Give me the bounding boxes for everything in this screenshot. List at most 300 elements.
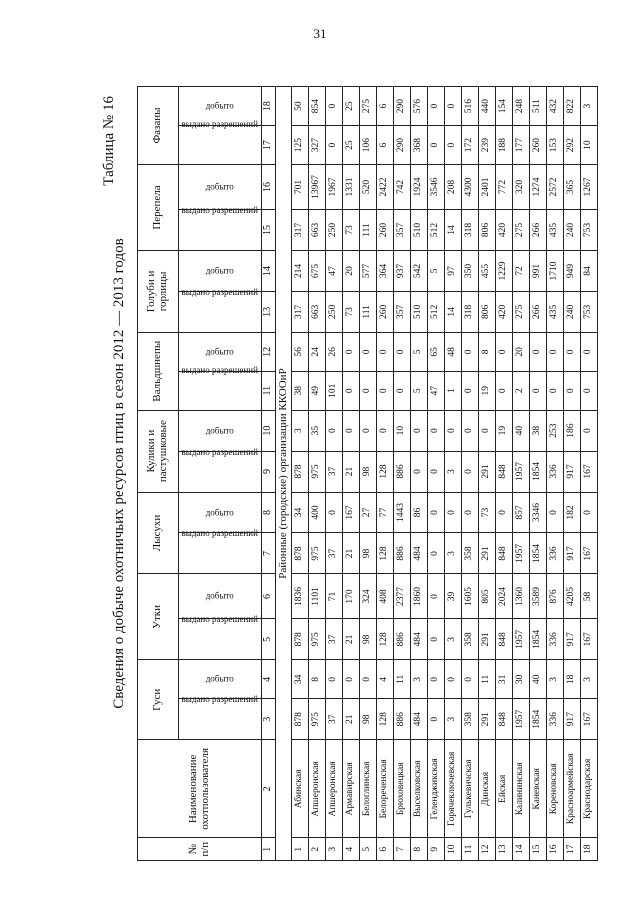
value-cell: 455 <box>479 250 496 291</box>
section-title: Районные (городские) организации ККООиР <box>276 87 292 861</box>
value-cell: 72 <box>513 250 530 291</box>
row-number-cell: 8 <box>411 838 428 861</box>
value-cell: 3546 <box>428 165 445 210</box>
user-name-cell: Армавирская <box>343 740 360 838</box>
value-cell: 73 <box>343 291 360 332</box>
value-cell: 0 <box>564 332 581 371</box>
value-cell: 1331 <box>343 165 360 210</box>
value-cell: 4300 <box>462 165 479 210</box>
value-cell: 886 <box>394 451 411 492</box>
value-cell: 917 <box>564 699 581 740</box>
user-name-cell: Динская <box>479 740 496 838</box>
header-issued-label: выдано разрешений <box>181 694 259 705</box>
value-cell: 1924 <box>411 165 428 210</box>
value-cell: 435 <box>547 291 564 332</box>
value-cell: 432 <box>547 87 564 126</box>
value-cell: 0 <box>462 332 479 371</box>
value-cell: 484 <box>411 533 428 574</box>
value-cell: 167 <box>581 533 598 574</box>
value-cell: 854 <box>309 87 326 126</box>
value-cell: 1710 <box>547 250 564 291</box>
value-cell: 742 <box>394 165 411 210</box>
value-cell: 663 <box>309 210 326 251</box>
value-cell: 0 <box>581 410 598 451</box>
value-cell: 318 <box>462 210 479 251</box>
header-issued <box>179 614 262 660</box>
value-cell: 917 <box>564 451 581 492</box>
header-issued-label: выдано разрешений <box>181 446 259 457</box>
value-cell: 1860 <box>411 574 428 619</box>
header-taken <box>179 574 262 619</box>
row-number-cell: 1 <box>292 838 309 861</box>
row-number-cell: 4 <box>343 838 360 861</box>
value-cell: 18 <box>564 660 581 699</box>
value-cell: 37 <box>326 699 343 740</box>
value-cell: 2377 <box>394 574 411 619</box>
value-cell: 2024 <box>496 574 513 619</box>
value-cell: 0 <box>394 371 411 410</box>
column-index-cell: 18 <box>262 87 276 126</box>
value-cell: 949 <box>564 250 581 291</box>
value-cell: 0 <box>462 410 479 451</box>
value-cell: 0 <box>343 371 360 410</box>
value-cell: 84 <box>581 250 598 291</box>
value-cell: 1101 <box>309 574 326 619</box>
value-cell: 576 <box>411 87 428 126</box>
user-name-cell: Брюховецкая <box>394 740 411 838</box>
value-cell: 98 <box>360 451 377 492</box>
value-cell: 0 <box>394 332 411 371</box>
value-cell: 167 <box>581 619 598 660</box>
value-cell: 3 <box>292 410 309 451</box>
value-cell: 266 <box>530 291 547 332</box>
value-cell: 886 <box>394 533 411 574</box>
column-index-cell: 15 <box>262 210 276 251</box>
header-group: Утки <box>138 574 179 660</box>
row-number-cell: 3 <box>326 838 343 861</box>
user-name-cell: Каневская <box>530 740 547 838</box>
value-cell: 1957 <box>513 451 530 492</box>
value-cell: 937 <box>394 250 411 291</box>
value-cell: 291 <box>479 451 496 492</box>
header-taken <box>179 410 262 451</box>
value-cell: 876 <box>547 574 564 619</box>
value-cell: 0 <box>462 371 479 410</box>
value-cell: 0 <box>428 410 445 451</box>
value-cell: 806 <box>479 291 496 332</box>
value-cell: 214 <box>292 250 309 291</box>
value-cell: 58 <box>581 574 598 619</box>
value-cell: 0 <box>411 410 428 451</box>
rotated-page-content <box>101 86 621 861</box>
value-cell: 0 <box>326 87 343 126</box>
header-taken-label: добыто <box>205 673 235 684</box>
header-issued-label: выдано разрешений <box>181 119 259 130</box>
column-index-cell: 17 <box>262 126 276 165</box>
table-row <box>394 87 411 861</box>
value-cell: 21 <box>343 619 360 660</box>
value-cell: 368 <box>411 126 428 165</box>
value-cell: 34 <box>292 660 309 699</box>
value-cell: 0 <box>428 699 445 740</box>
value-cell: 2422 <box>377 165 394 210</box>
value-cell: 14 <box>445 210 462 251</box>
value-cell: 0 <box>445 492 462 533</box>
value-cell: 65 <box>428 332 445 371</box>
value-cell: 73 <box>343 210 360 251</box>
value-cell: 2401 <box>479 165 496 210</box>
header-issued-label: выдано разрешений <box>181 528 259 539</box>
value-cell: 0 <box>377 332 394 371</box>
table-body <box>262 87 598 861</box>
table-row <box>462 87 479 861</box>
user-name-cell: Кореновская <box>547 740 564 838</box>
value-cell: 0 <box>547 492 564 533</box>
value-cell: 291 <box>479 699 496 740</box>
value-cell: 420 <box>496 291 513 332</box>
value-cell: 0 <box>343 410 360 451</box>
value-cell: 1967 <box>326 165 343 210</box>
value-cell: 20 <box>343 250 360 291</box>
value-cell: 38 <box>530 410 547 451</box>
value-cell: 917 <box>564 619 581 660</box>
value-cell: 275 <box>360 87 377 126</box>
header-taken-label: добыто <box>205 346 235 357</box>
value-cell: 98 <box>360 619 377 660</box>
table-row <box>564 87 581 861</box>
header-group: Голуби и горлицы <box>138 250 179 332</box>
header-taken-label: добыто <box>205 181 235 192</box>
value-cell: 35 <box>309 410 326 451</box>
user-name-cell: Белореченская <box>377 740 394 838</box>
user-name-cell: Горячеключевская <box>445 740 462 838</box>
section-row <box>276 87 292 861</box>
user-name-cell: Геленджикская <box>428 740 445 838</box>
value-cell: 14 <box>445 291 462 332</box>
value-cell: 3 <box>547 660 564 699</box>
value-cell: 0 <box>411 451 428 492</box>
table-row <box>343 87 360 861</box>
value-cell: 336 <box>547 699 564 740</box>
value-cell: 0 <box>428 126 445 165</box>
value-cell: 2 <box>513 371 530 410</box>
table-row <box>496 87 513 861</box>
header-group: Вальдшнепы <box>138 332 179 410</box>
header-issued-label: выдано разрешений <box>181 286 259 297</box>
value-cell: 266 <box>530 210 547 251</box>
column-index-cell: 10 <box>262 410 276 451</box>
value-cell: 1854 <box>530 533 547 574</box>
value-cell: 275 <box>513 210 530 251</box>
user-name-cell: Красноармейская <box>564 740 581 838</box>
value-cell: 1854 <box>530 699 547 740</box>
header-issued <box>179 694 262 740</box>
value-cell: 358 <box>462 619 479 660</box>
value-cell: 917 <box>564 533 581 574</box>
value-cell: 435 <box>547 210 564 251</box>
value-cell: 40 <box>530 660 547 699</box>
value-cell: 37 <box>326 451 343 492</box>
value-cell: 290 <box>394 87 411 126</box>
value-cell: 1957 <box>513 699 530 740</box>
header-num: № п/п <box>138 838 262 861</box>
value-cell: 6 <box>377 87 394 126</box>
value-cell: 848 <box>496 533 513 574</box>
value-cell: 516 <box>462 87 479 126</box>
value-cell: 0 <box>428 574 445 619</box>
value-cell: 0 <box>377 410 394 451</box>
value-cell: 484 <box>411 699 428 740</box>
value-cell: 10 <box>581 126 598 165</box>
value-cell: 327 <box>309 126 326 165</box>
value-cell: 4 <box>377 660 394 699</box>
value-cell: 878 <box>292 451 309 492</box>
column-index-cell: 4 <box>262 660 276 699</box>
value-cell: 5 <box>411 371 428 410</box>
table-row <box>428 87 445 861</box>
value-cell: 0 <box>530 332 547 371</box>
value-cell: 3 <box>445 451 462 492</box>
value-cell: 240 <box>564 210 581 251</box>
value-cell: 848 <box>496 451 513 492</box>
value-cell: 0 <box>564 371 581 410</box>
value-cell: 0 <box>581 332 598 371</box>
value-cell: 3346 <box>530 492 547 533</box>
value-cell: 77 <box>377 492 394 533</box>
column-index-cell: 13 <box>262 291 276 332</box>
value-cell: 848 <box>496 699 513 740</box>
value-cell: 0 <box>445 87 462 126</box>
value-cell: 0 <box>360 410 377 451</box>
value-cell: 1854 <box>530 451 547 492</box>
value-cell: 1274 <box>530 165 547 210</box>
value-cell: 510 <box>411 291 428 332</box>
value-cell: 0 <box>445 410 462 451</box>
value-cell: 0 <box>326 126 343 165</box>
header-group: Фазаны <box>138 87 179 165</box>
value-cell: 2572 <box>547 165 564 210</box>
value-cell: 0 <box>343 332 360 371</box>
value-cell: 250 <box>326 210 343 251</box>
row-number-cell: 11 <box>462 838 479 861</box>
row-number-cell: 12 <box>479 838 496 861</box>
column-index-cell: 8 <box>262 492 276 533</box>
value-cell: 0 <box>445 660 462 699</box>
value-cell: 128 <box>377 533 394 574</box>
value-cell: 365 <box>564 165 581 210</box>
value-cell: 37 <box>326 619 343 660</box>
value-cell: 336 <box>547 619 564 660</box>
row-number-cell: 18 <box>581 838 598 861</box>
column-index-cell: 14 <box>262 250 276 291</box>
value-cell: 358 <box>462 699 479 740</box>
header-issued <box>179 528 262 574</box>
user-name-cell: Выселковская <box>411 740 428 838</box>
value-cell: 26 <box>326 332 343 371</box>
value-cell: 0 <box>462 492 479 533</box>
value-cell: 167 <box>581 699 598 740</box>
value-cell: 975 <box>309 533 326 574</box>
value-cell: 21 <box>343 533 360 574</box>
header-taken-label: добыто <box>205 590 235 601</box>
value-cell: 8 <box>309 660 326 699</box>
header-taken <box>179 492 262 533</box>
header-group: Гуси <box>138 660 179 740</box>
value-cell: 260 <box>530 126 547 165</box>
header-row-groups <box>138 87 179 861</box>
value-cell: 0 <box>445 126 462 165</box>
value-cell: 848 <box>496 619 513 660</box>
value-cell: 27 <box>360 492 377 533</box>
value-cell: 56 <box>292 332 309 371</box>
value-cell: 364 <box>377 250 394 291</box>
value-cell: 186 <box>564 410 581 451</box>
row-number-cell: 15 <box>530 838 547 861</box>
value-cell: 520 <box>360 165 377 210</box>
row-number-cell: 9 <box>428 838 445 861</box>
value-cell: 408 <box>377 574 394 619</box>
value-cell: 1360 <box>513 574 530 619</box>
value-cell: 753 <box>581 210 598 251</box>
table-row <box>479 87 496 861</box>
value-cell: 25 <box>343 87 360 126</box>
value-cell: 0 <box>326 410 343 451</box>
value-cell: 188 <box>496 126 513 165</box>
value-cell: 19 <box>479 371 496 410</box>
row-number-cell: 7 <box>394 838 411 861</box>
value-cell: 19 <box>496 410 513 451</box>
column-index-cell: 7 <box>262 533 276 574</box>
value-cell: 350 <box>462 250 479 291</box>
header-issued-label: выдано разрешений <box>181 614 259 625</box>
column-index-cell: 1 <box>262 838 276 861</box>
value-cell: 0 <box>428 492 445 533</box>
row-number-cell: 5 <box>360 838 377 861</box>
value-cell: 3 <box>581 660 598 699</box>
value-cell: 0 <box>326 660 343 699</box>
value-cell: 400 <box>309 492 326 533</box>
value-cell: 128 <box>377 619 394 660</box>
value-cell: 167 <box>343 492 360 533</box>
value-cell: 336 <box>547 533 564 574</box>
header-issued <box>179 286 262 332</box>
column-index-cell: 16 <box>262 165 276 210</box>
table-row <box>326 87 343 861</box>
table-row <box>377 87 394 861</box>
value-cell: 772 <box>496 165 513 210</box>
value-cell: 805 <box>479 574 496 619</box>
value-cell: 275 <box>513 291 530 332</box>
row-number-cell: 6 <box>377 838 394 861</box>
row-number-cell: 2 <box>309 838 326 861</box>
value-cell: 701 <box>292 165 309 210</box>
table-row <box>445 87 462 861</box>
value-cell: 38 <box>292 371 309 410</box>
value-cell: 24 <box>309 332 326 371</box>
value-cell: 6 <box>377 126 394 165</box>
value-cell: 0 <box>547 371 564 410</box>
value-cell: 0 <box>428 451 445 492</box>
value-cell: 484 <box>411 619 428 660</box>
value-cell: 3 <box>581 87 598 126</box>
value-cell: 318 <box>462 291 479 332</box>
user-name-cell: Апшеронская <box>309 740 326 838</box>
row-number-cell: 14 <box>513 838 530 861</box>
value-cell: 50 <box>292 87 309 126</box>
value-cell: 358 <box>462 533 479 574</box>
table-row <box>581 87 598 861</box>
value-cell: 0 <box>530 371 547 410</box>
value-cell: 167 <box>581 451 598 492</box>
user-name-cell: Апшеронская <box>326 740 343 838</box>
value-cell: 250 <box>326 291 343 332</box>
value-cell: 31 <box>496 660 513 699</box>
row-number-cell: 13 <box>496 838 513 861</box>
value-cell: 240 <box>564 291 581 332</box>
table-row <box>547 87 564 861</box>
table-row <box>530 87 547 861</box>
header-issued <box>179 446 262 492</box>
value-cell: 577 <box>360 250 377 291</box>
header-taken-label: добыто <box>205 506 235 517</box>
value-cell: 260 <box>377 210 394 251</box>
value-cell: 20 <box>513 332 530 371</box>
value-cell: 101 <box>326 371 343 410</box>
value-cell: 3 <box>445 619 462 660</box>
value-cell: 5 <box>411 332 428 371</box>
header-issued-label: выдано разрешений <box>181 364 259 375</box>
value-cell: 248 <box>513 87 530 126</box>
value-cell: 49 <box>309 371 326 410</box>
value-cell: 10 <box>394 410 411 451</box>
value-cell: 336 <box>547 451 564 492</box>
user-name-cell: Краснодарская <box>581 740 598 838</box>
value-cell: 1229 <box>496 250 513 291</box>
value-cell: 48 <box>445 332 462 371</box>
value-cell: 177 <box>513 126 530 165</box>
value-cell: 991 <box>530 250 547 291</box>
value-cell: 106 <box>360 126 377 165</box>
column-index-cell: 12 <box>262 332 276 371</box>
user-name-cell: Абинская <box>292 740 309 838</box>
value-cell: 0 <box>326 492 343 533</box>
value-cell: 260 <box>377 291 394 332</box>
value-cell: 111 <box>360 210 377 251</box>
value-cell: 440 <box>479 87 496 126</box>
value-cell: 5 <box>428 250 445 291</box>
value-cell: 0 <box>428 87 445 126</box>
value-cell: 97 <box>445 250 462 291</box>
value-cell: 111 <box>360 291 377 332</box>
value-cell: 153 <box>547 126 564 165</box>
header-taken <box>179 165 262 210</box>
value-cell: 511 <box>530 87 547 126</box>
value-cell: 253 <box>547 410 564 451</box>
value-cell: 0 <box>462 451 479 492</box>
value-cell: 806 <box>479 210 496 251</box>
value-cell: 3 <box>445 699 462 740</box>
value-cell: 975 <box>309 451 326 492</box>
value-cell: 0 <box>360 332 377 371</box>
value-cell: 86 <box>411 492 428 533</box>
value-cell: 0 <box>496 332 513 371</box>
value-cell: 0 <box>496 492 513 533</box>
value-cell: 0 <box>496 371 513 410</box>
column-index-cell: 2 <box>262 740 276 838</box>
value-cell: 239 <box>479 126 496 165</box>
header-issued <box>179 205 262 251</box>
header-group: Лысухи <box>138 492 179 574</box>
